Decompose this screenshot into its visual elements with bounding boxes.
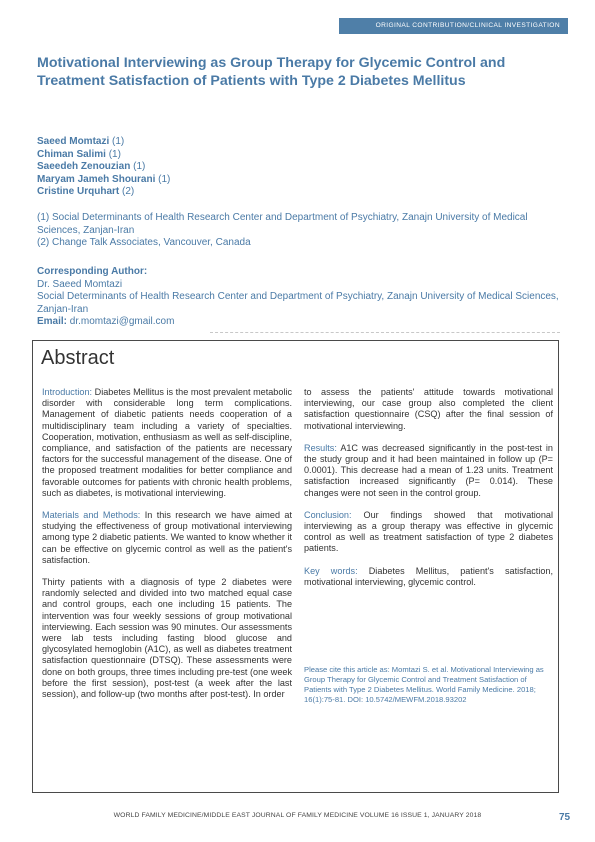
email-label: Email: xyxy=(37,316,68,327)
affiliation-2: (2) Change Talk Associates, Vancouver, Canada xyxy=(37,237,251,248)
author-name: Chiman Salimi xyxy=(37,148,106,160)
abstract-column-left xyxy=(42,387,292,711)
abstract-heading: Abstract xyxy=(41,347,115,369)
author-affiliation-ref: (1) xyxy=(133,161,146,172)
email-link[interactable]: dr.momtazi@gmail.com xyxy=(69,316,175,327)
conclusion-label: Conclusion: xyxy=(304,509,352,520)
corresponding-author-institution: Social Determinants of Health Research Center and Department of Psychiatry, Zanajn University of Medical Sciences, Zanjan-Iran xyxy=(37,291,559,315)
author-entry xyxy=(37,161,170,174)
citation-note: Please cite this article as: Momtazi S. et al. Motivational Interviewing as Group Therapy for Glycemic Control and Treatment Satisfaction of Patients with Type 2 Diabetes Mellitus. World Family Medicine. 2018; 16(1):75-81. DOI: 10.5742/MEWFM.2018.93202 xyxy=(304,665,544,704)
author-name: Cristine Urquhart xyxy=(37,186,120,197)
section-category-banner: ORIGINAL CONTRIBUTION/CLINICAL INVESTIGATION xyxy=(339,18,568,34)
affiliations xyxy=(37,212,562,250)
author-name: Saeed Momtazi xyxy=(37,136,110,147)
author-affiliation-ref: (2) xyxy=(122,186,135,197)
author-affiliation-ref: (1) xyxy=(108,148,121,160)
corresponding-author-label: Corresponding Author: xyxy=(37,266,148,277)
methods-paragraph xyxy=(42,510,292,566)
author-entry xyxy=(37,136,170,149)
author-entry xyxy=(37,186,170,199)
abstract-column-right xyxy=(304,387,553,599)
article-title: Motivational Interviewing as Group Therapy for Glycemic Control and Treatment Satisfaction of Patients with Type 2 Diabetes Mellitus xyxy=(37,55,506,89)
keywords-label: Key words: xyxy=(304,565,358,576)
methods-label: Materials and Methods: xyxy=(42,510,141,521)
corresponding-author-email-line xyxy=(37,316,562,329)
author-entry xyxy=(37,174,170,187)
author-name: Maryam Jameh Shourani xyxy=(37,173,156,185)
author-affiliation-ref: (1) xyxy=(158,173,171,185)
results-label: Results: xyxy=(304,442,337,453)
results-paragraph xyxy=(304,443,553,499)
corresponding-author-name: Dr. Saeed Momtazi xyxy=(37,278,123,290)
page-number: 75 xyxy=(559,812,571,823)
introduction-label: Introduction: xyxy=(42,387,93,397)
methods-paragraph-3: to assess the patients' attitude towards motivational interviewing, our case group also completed the client satisfaction questionnaire (CSQ) after the final session of motivational interviewing. xyxy=(304,387,553,431)
corresponding-author xyxy=(37,266,562,329)
methods-paragraph-2: Thirty patients with a diagnosis of type 2 diabetes were randomly selected and divided into two matched equal case and control groups, each one including 15 patients. The intervention was four weekly sessions of group motivational interviewing. Each session was 90 minutes. Our assessments were lab tests including fasting blood glucose and glycosylated hemoglobin (A1C), as well as diabetes treatment satisfaction questionnaire (DTSQ). These assessments were done on both groups, three times including pre-test (one week before the first session), post-test (a week after the last session), and follow-up (two months after post-test). In order xyxy=(42,577,292,700)
author-list xyxy=(37,136,170,199)
keywords-paragraph xyxy=(304,566,553,588)
methods-text: In this research we have aimed at studying the effectiveness of group motivational interviewing among type 2 diabetic patients. We wanted to know whether it can be effective on glycemic control as well as the patient's satisfaction. xyxy=(42,510,292,565)
affiliation-1: (1) Social Determinants of Health Research Center and Department of Psychiatry, Zanajn University of Medical Sciences, Zanjan-Iran xyxy=(37,212,528,236)
results-text: A1C was decreased significantly in the post-test in the study group and it had been maintained in follow up (P= 0.0001). This decrease had a mean of 1.23 units. Treatment satisfaction increased significantly (P= 0.014). These changes were not seen in the control group. xyxy=(304,442,553,498)
conclusion-text: Our findings showed that motivational interviewing as a group therapy was effective in glycemic control as well as treatment satisfaction of type 2 diabetes patients. xyxy=(304,509,553,554)
dashed-divider xyxy=(210,332,560,333)
keywords-text: Diabetes Mellitus, patient's satisfaction, motivational interviewing, glycemic control. xyxy=(304,565,553,587)
author-affiliation-ref: (1) xyxy=(112,136,125,147)
journal-footer: WORLD FAMILY MEDICINE/MIDDLE EAST JOURNAL OF FAMILY MEDICINE VOLUME 16 ISSUE 1, JANUARY 2018 xyxy=(113,812,482,819)
conclusion-paragraph xyxy=(304,510,553,555)
author-name: Saeedeh Zenouzian xyxy=(37,161,131,172)
author-entry xyxy=(37,149,170,162)
introduction-text: Diabetes Mellitus is the most prevalent metabolic disorder with considerable long term complications. Management of diabetic patients needs cooperation of a multidisciplinary team including a variety of specialties. Cooperation, motivation, enthusiasm as well as self-discipline, compliance, and satisfaction of the patients are necessary factors for the successful management of the disease. One of the proposed treatment modalities for better compliance and favorable outcomes for patients with chronic health problems, such as diabetes, is motivational interviewing. xyxy=(42,387,292,498)
introduction-paragraph xyxy=(42,387,292,499)
